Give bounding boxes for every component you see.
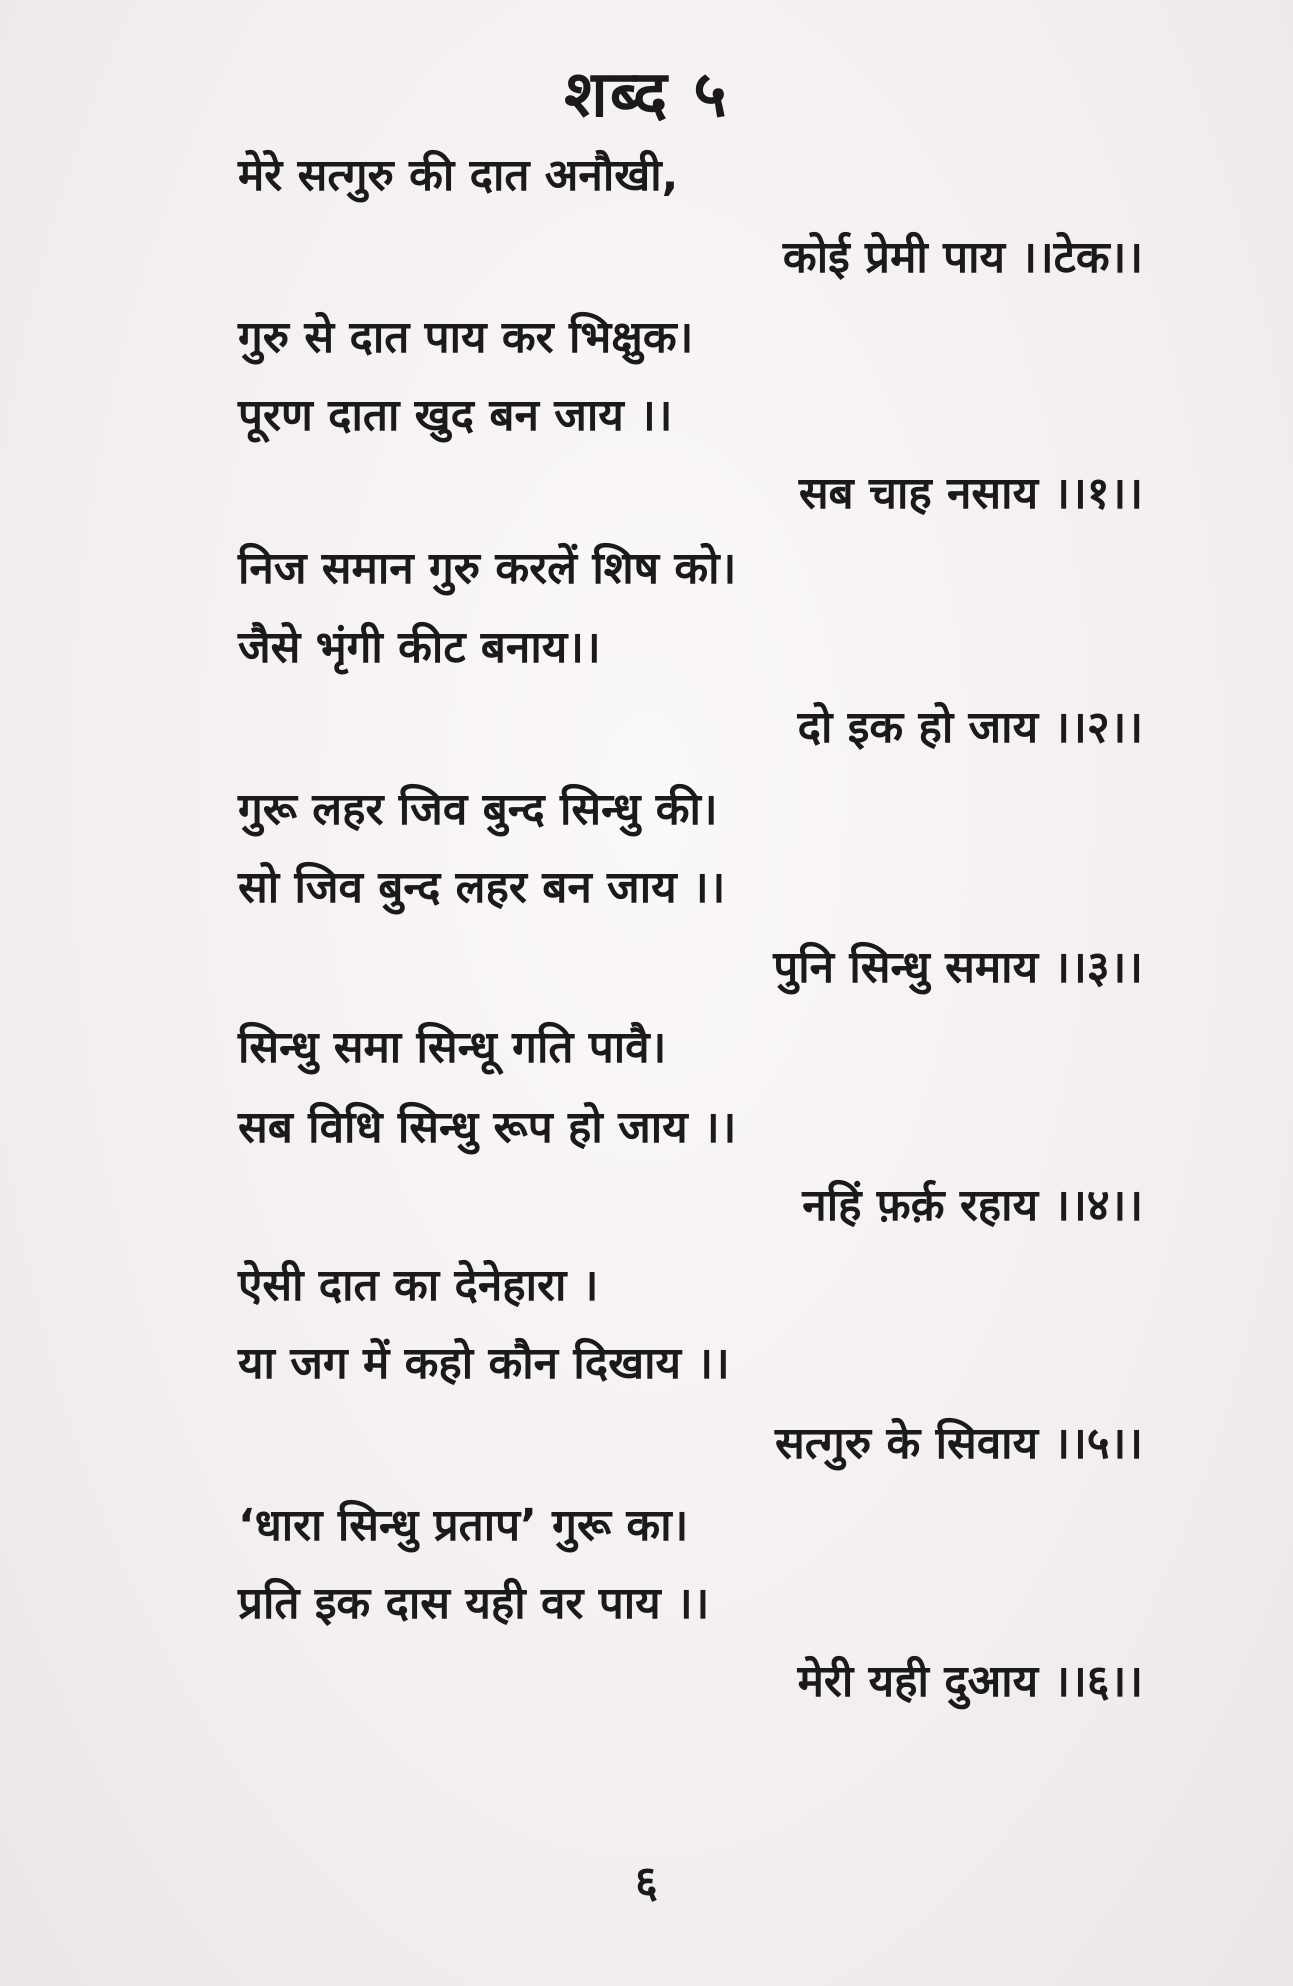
verse-refrain: मेरी यही दुआय ।।६।। <box>797 1656 1143 1707</box>
verse-line: जैसे भृंगी कीट बनाय।। <box>238 622 601 673</box>
verse-line: निज समान गुरु करलें शिष को। <box>238 543 737 594</box>
verse-line: सिन्धु समा सिन्धू गति पावै। <box>238 1022 667 1073</box>
verse-refrain: दो इक हो जाय ।।२।। <box>797 702 1143 753</box>
verse-refrain: नहिं फ़र्क़ रहाय ।।४।। <box>802 1180 1143 1231</box>
page-number: ६ <box>635 1857 658 1908</box>
verse-line: या जग में कहो कौन दिखाय ।। <box>238 1338 730 1389</box>
verse-refrain: सब चाह नसाय ।।१।। <box>798 468 1143 519</box>
verse-refrain: पुनि सिन्धु समाय ।।३।। <box>773 942 1143 993</box>
verse-line: मेरे सत्गुरु की दात अनौखी, <box>238 150 679 201</box>
verse-line: ऐसी दात का देनेहारा । <box>238 1260 599 1311</box>
verse-refrain: कोई प्रेमी पाय ।।टेक।। <box>782 232 1143 283</box>
verse-line: सो जिव बुन्द लहर बन जाय ।। <box>238 862 726 913</box>
verse-line: ‘धारा सिन्धु प्रताप’ गुरू का। <box>238 1500 689 1551</box>
verse-line: सब विधि सिन्धु रूप हो जाय ।। <box>238 1102 737 1153</box>
verse-line: गुरु से दात पाय कर भिक्षुक। <box>238 312 694 363</box>
verse-refrain: सत्गुरु के सिवाय ।।५।। <box>774 1418 1143 1469</box>
verse-line: गुरू लहर जिव बुन्द सिन्धु की। <box>238 784 718 835</box>
verse-line: प्रति इक दास यही वर पाय ।। <box>238 1578 710 1629</box>
page-title: शब्द ५ <box>564 58 729 132</box>
verse-line: पूरण दाता खुद बन जाय ।। <box>238 390 673 441</box>
